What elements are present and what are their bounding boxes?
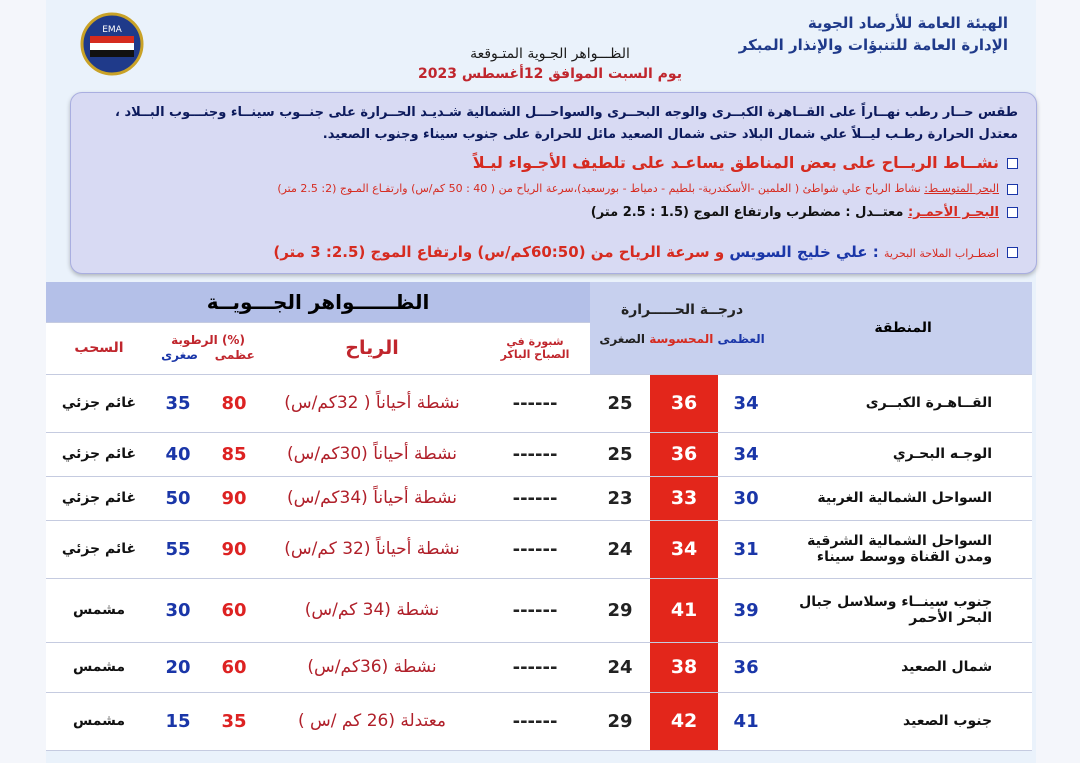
clouds-cell: مشمس — [46, 642, 152, 692]
humidity-max-cell: 80 — [204, 374, 264, 432]
humidity-min-cell: 40 — [152, 432, 204, 476]
humidity-min-cell: 15 — [152, 692, 204, 750]
fog-cell: ------ — [480, 374, 590, 432]
region-cell: القــاهـرة الكبــرى — [774, 374, 1032, 432]
table-row — [46, 692, 1032, 750]
humidity-min-cell: 35 — [152, 374, 204, 432]
table-header-row-1 — [46, 282, 1032, 322]
region-cell: شمال الصعيد — [774, 642, 1032, 692]
humidity-max-cell: 35 — [204, 692, 264, 750]
humidity-min-cell: 55 — [152, 520, 204, 578]
region-cell: السواحل الشمالية الشرقية ومدن القناة ووسط سيناء — [774, 520, 1032, 578]
clouds-cell: غائم جزئي — [46, 520, 152, 578]
bulletin-line-4: البحر المتوسـط: نشاط الرياح علي شواطئ ( العلمين -الأسكندرية- بلطيم - دمياط - بورسعيد)،سرعة الرياح من ( 40 : 50 كم/س) وارتفـاع المـوج (2: 2.5 متر) — [83, 182, 1018, 195]
felt-temp-cell: 41 — [650, 578, 718, 642]
humidity-min-cell: 50 — [152, 476, 204, 520]
clouds-header: السحب — [46, 322, 152, 374]
checkbox-icon — [1007, 207, 1018, 218]
checkbox-icon — [1007, 158, 1018, 169]
bulletin-line-6: اضطـراب الملاحة البحرية : علي خليج السويس و سرعة الرياح من (60:50كم/س) وارتفاع الموج (2.5: 3 متر) — [83, 243, 1018, 261]
max-temp-cell: 31 — [718, 520, 774, 578]
fog-header: شبورة في الصباح الباكر — [480, 322, 590, 374]
min-temp-cell: 25 — [590, 432, 650, 476]
checkbox-icon — [1007, 247, 1018, 258]
table-row — [46, 476, 1032, 520]
temperature-header: درجــة الحـــــرارة العظمى المحسوسة الصغرى — [590, 282, 774, 374]
bulletin-line-2: معتدل الحرارة رطـب ليــلاً علي شمال البلاد حتى شمال الصعيد مائل للحرارة على جنوب سيناء وجنوب الصعيد. — [322, 127, 1018, 142]
max-temp-cell: 39 — [718, 578, 774, 642]
humidity-header: الرطوبة (%) عظمى صغرى — [152, 322, 264, 374]
min-temp-cell: 25 — [590, 374, 650, 432]
bulletin-line-5: البحـر الأحمـر: معتــدل : مضطرب وارتفاع الموج (1.5 : 2.5 متر) — [83, 205, 1018, 220]
region-cell: جنوب الصعيد — [774, 692, 1032, 750]
fog-cell: ------ — [480, 476, 590, 520]
fog-cell: ------ — [480, 692, 590, 750]
felt-temp-cell: 36 — [650, 374, 718, 432]
clouds-cell: غائم جزئي — [46, 432, 152, 476]
forecast-title — [410, 44, 690, 84]
min-temp-cell: 29 — [590, 692, 650, 750]
fog-cell: ------ — [480, 642, 590, 692]
felt-temp-cell: 34 — [650, 520, 718, 578]
humidity-max-cell: 90 — [204, 476, 264, 520]
bulletin-line-3: نشــاط الريــاح على بعض المناطق يساعـد على تلطيف الأجـواء ليـلاً — [83, 153, 1018, 172]
clouds-cell: مشمس — [46, 692, 152, 750]
min-temp-cell: 29 — [590, 578, 650, 642]
table-row — [46, 578, 1032, 642]
logo-text: EMA — [102, 25, 122, 35]
humidity-min-cell: 30 — [152, 578, 204, 642]
min-temp-cell: 23 — [590, 476, 650, 520]
max-temp-cell: 34 — [718, 432, 774, 476]
clouds-cell: غائم جزئي — [46, 374, 152, 432]
checkbox-icon — [1007, 184, 1018, 195]
max-temp-cell: 34 — [718, 374, 774, 432]
max-temp-cell: 41 — [718, 692, 774, 750]
wind-header: الرياح — [264, 322, 480, 374]
forecast-date: يوم السبت الموافق 12أغسطس 2023 — [418, 66, 682, 82]
region-header: المنطقة — [774, 282, 1032, 374]
felt-temp-cell: 33 — [650, 476, 718, 520]
wind-cell: نشطة أحياناً (34كم/س) — [264, 476, 480, 520]
min-temp-cell: 24 — [590, 642, 650, 692]
felt-temp-cell: 38 — [650, 642, 718, 692]
humidity-max-cell: 85 — [204, 432, 264, 476]
clouds-cell: غائم جزئي — [46, 476, 152, 520]
region-cell: الوجـه البحـري — [774, 432, 1032, 476]
max-temp-cell: 36 — [718, 642, 774, 692]
page-title: الظـــواهر الجـوية المتـوقعة — [470, 46, 630, 62]
bulletin-line-1: طقس حــار رطب نهــاراً على القــاهرة الكبــرى والوجه البحــرى والسواحـــل الشمالية شـديـد الحــرارة على جنــوب سينــاء وجنـــوب البــلاد ، — [114, 105, 1018, 120]
table-row — [46, 374, 1032, 432]
fog-cell: ------ — [480, 432, 590, 476]
humidity-min-cell: 20 — [152, 642, 204, 692]
wind-cell: معتدلة (26 كم /س ) — [264, 692, 480, 750]
wind-cell: نشطة (36كم/س) — [264, 642, 480, 692]
felt-temp-cell: 36 — [650, 432, 718, 476]
table-row — [46, 642, 1032, 692]
bulletin-box — [70, 92, 1037, 274]
clouds-cell: مشمس — [46, 578, 152, 642]
organization-header — [739, 12, 1008, 56]
department-name: الإدارة العامة للتنبؤات والإنذار المبكر — [738, 36, 1008, 54]
wind-cell: نشطة (34 كم/س) — [264, 578, 480, 642]
fog-cell: ------ — [480, 578, 590, 642]
ema-logo — [80, 12, 144, 76]
region-cell: السواحل الشمالية الغربية — [774, 476, 1032, 520]
humidity-max-cell: 60 — [204, 578, 264, 642]
min-temp-cell: 24 — [590, 520, 650, 578]
wind-cell: نشطة أحياناً (32 كم/س) — [264, 520, 480, 578]
forecast-table — [46, 282, 1032, 751]
table-row — [46, 432, 1032, 476]
phenomena-header: الظــــــواهر الجـــويــة — [46, 282, 590, 322]
table-row — [46, 520, 1032, 578]
humidity-max-cell: 60 — [204, 642, 264, 692]
humidity-max-cell: 90 — [204, 520, 264, 578]
wind-cell: نشطة أحياناً ( 32كم/س) — [264, 374, 480, 432]
org-name: الهيئة العامة للأرصاد الجوية — [807, 14, 1008, 32]
wind-cell: نشطة أحياناً (30كم/س) — [264, 432, 480, 476]
max-temp-cell: 30 — [718, 476, 774, 520]
fog-cell: ------ — [480, 520, 590, 578]
felt-temp-cell: 42 — [650, 692, 718, 750]
region-cell: جنوب سينــاء وسلاسل جبال البحر الأحمر — [774, 578, 1032, 642]
